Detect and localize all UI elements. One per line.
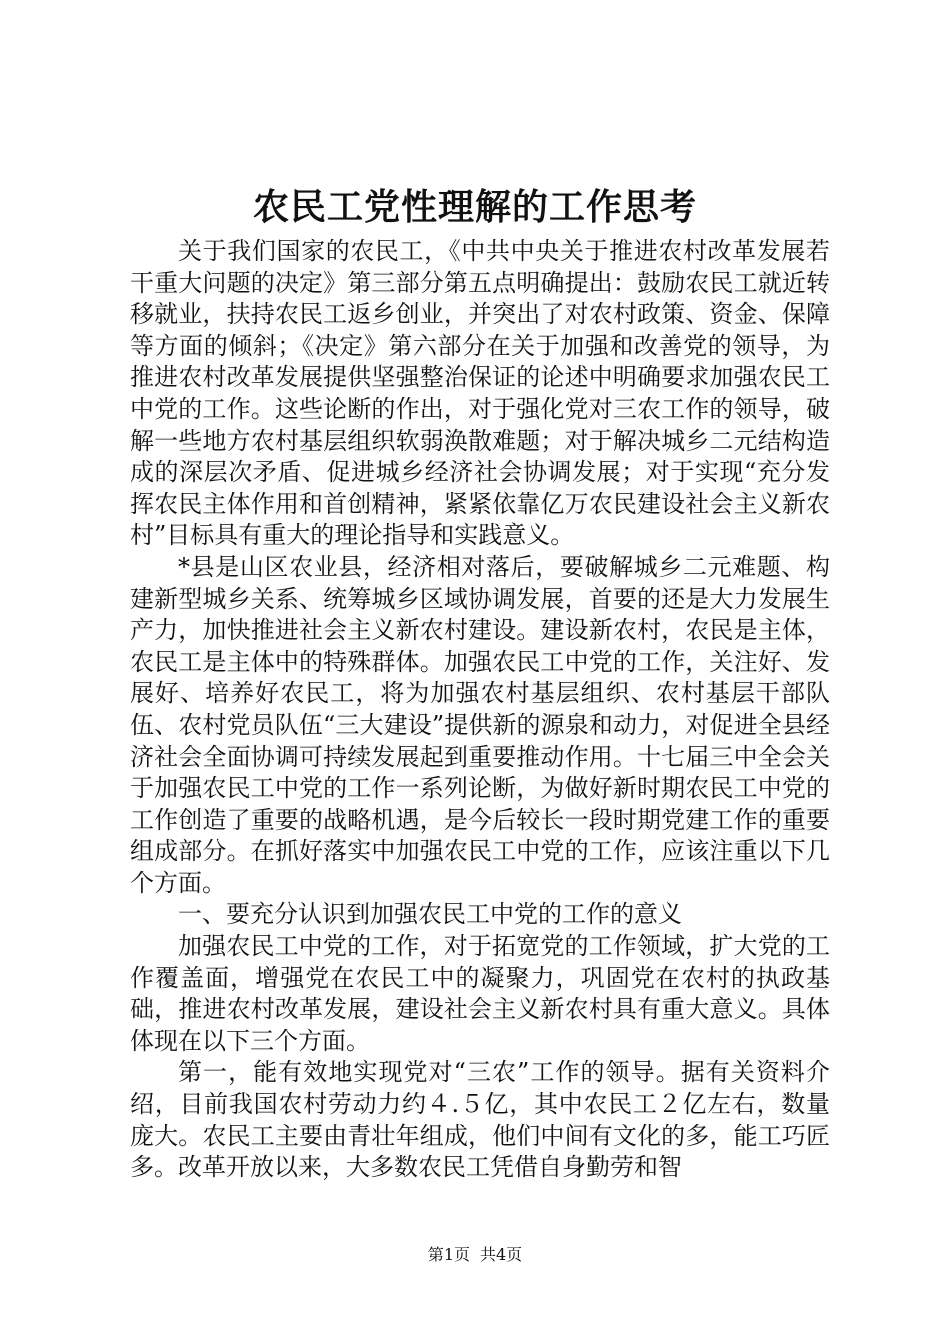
paragraph-first-point: 第一，能有效地实现党对“三农”工作的领导。据有关资料介绍，目前我国农村劳动力约４.５亿，其中农民工２亿左右，数量庞大。农民工主要由青壮年组成，他们中间有文化的多，能工巧匠多。改革开放以来，大多数农民工凭借自身勤劳和智: [130, 1058, 830, 1182]
document-title: 农民工党性理解的工作思考: [252, 186, 697, 228]
paragraph-county: *县是山区农业县，经济相对落后，要破解城乡二元难题、构建新型城乡关系、统筹城乡区域协调发展，首要的还是大力发展生产力，加快推进社会主义新农村建设。建设新农村，农民是主体，农民工是主体中的特殊群体。加强农民工中党的工作，关注好、发展好、培养好农民工，将为加强农村基层组织、农村基层干部队伍、农村党员队伍“三大建设”提供新的源泉和动力，对促进全县经济社会全面协调可持续发展起到重要推动作用。十七届三中全会关于加强农民工中党的工作一系列论断，为做好新时期农民工中党的工作创造了重要的战略机遇，是今后较长一段时期党建工作的重要组成部分。在抓好落实中加强农民工中党的工作，应该注重以下几个方面。: [130, 552, 830, 897]
document-body: [130, 236, 830, 1184]
page-footer: [0, 1244, 950, 1266]
paragraph-significance: 加强农民工中党的工作，对于拓宽党的工作领域，扩大党的工作覆盖面，增强党在农民工中的凝聚力，巩固党在农村的执政基础，推进农村改革发展，建设社会主义新农村具有重大意义。具体体现在以下三个方面。: [130, 932, 830, 1055]
page-total: 共4页: [480, 1245, 523, 1264]
paragraph-intro: 关于我们国家的农民工，《中共中央关于推进农村改革发展若干重大问题的决定》第三部分第五点明确提出：鼓励农民工就近转移就业，扶持农民工返乡创业，并突出了对农村政策、资金、保障等方面的倾斜；《决定》第六部分在关于加强和改善党的领导，为推进农村改革发展提供坚强整治保证的论述中明确要求加强农民工中党的工作。这些论断的作出，对于强化党对三农工作的领导，破解一些地方农村基层组织软弱涣散难题；对于解决城乡二元结构造成的深层次矛盾、促进城乡经济社会协调发展；对于实现“充分发挥农民主体作用和首创精神，紧紧依靠亿万农民建设社会主义新农村”目标具有重大的理论指导和实践意义。: [130, 237, 830, 550]
section-heading-1: 一、要充分认识到加强农民工中党的工作的意义: [178, 900, 682, 929]
page-number: 第1页: [427, 1245, 470, 1264]
